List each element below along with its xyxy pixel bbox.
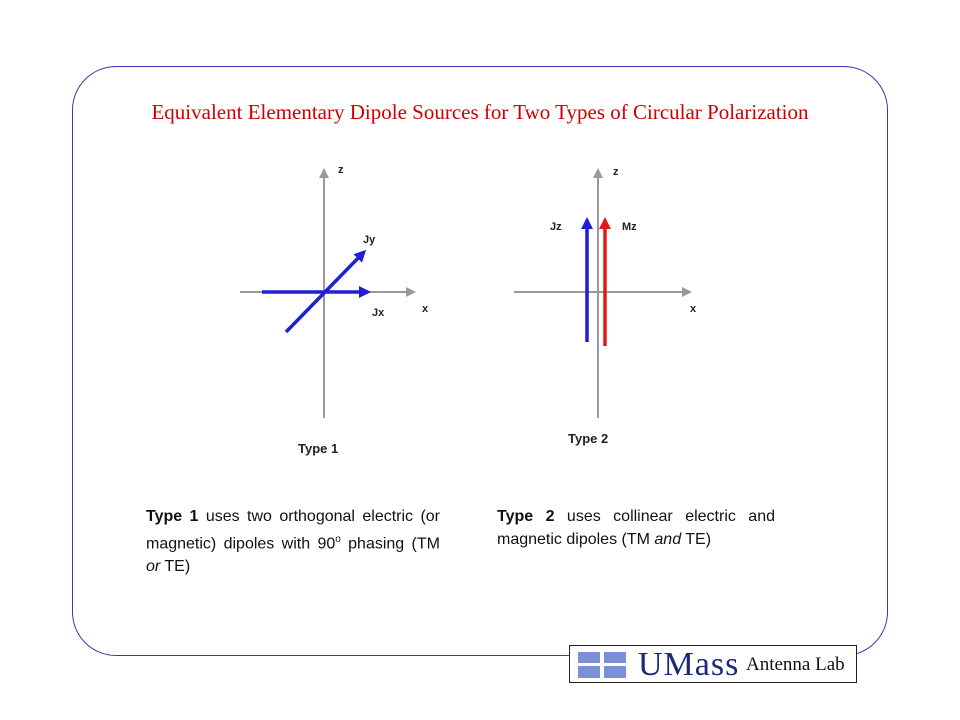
type-2-z-label: z [613,166,619,178]
type-2-description-italic: and [654,531,682,548]
type-1-label: Type 1 [298,441,339,456]
type-1-x-label: x [422,303,429,315]
type-1-description-bold: Type 1 [146,508,199,525]
type-1-description [146,505,440,578]
logo-umass-text: UMass [638,646,740,683]
type-2-diagram [514,166,697,446]
type-2-x-label: x [690,303,697,315]
type-1-description-superscript: o [335,534,341,545]
type-2-label: Type 2 [568,431,609,446]
type-1-diagram [240,164,429,456]
type-2-description-bold: Type 2 [497,508,555,525]
type-2-description-text-a: uses collinear electric and magnetic dipoles (TM [497,508,776,548]
type-1-jy-label: Jy [363,234,376,246]
type-1-z-label: z [338,164,344,176]
type-1-description-text-b: phasing (TM [340,535,440,553]
type-1-jx-label: Jx [372,307,385,319]
type-2-jz-label: Jz [550,221,562,233]
type-1-description-italic: or [146,558,161,576]
type-1-description-text-a: uses two orthogonal electric (or magnetic) dipoles with 90 [146,508,440,553]
type-1-description-text-c: TE) [160,558,191,576]
type-2-description-text-b: TE) [681,531,712,548]
slide-title: Equivalent Elementary Dipole Sources for Two Types of Circular Polarization [151,100,809,124]
umass-logo-mark-icon [570,646,640,684]
type-2-description [497,505,775,551]
umass-antenna-lab-logo [569,645,857,683]
type-2-mz-label: Mz [622,221,637,233]
logo-antenna-lab-text: Antenna Lab [746,654,845,675]
